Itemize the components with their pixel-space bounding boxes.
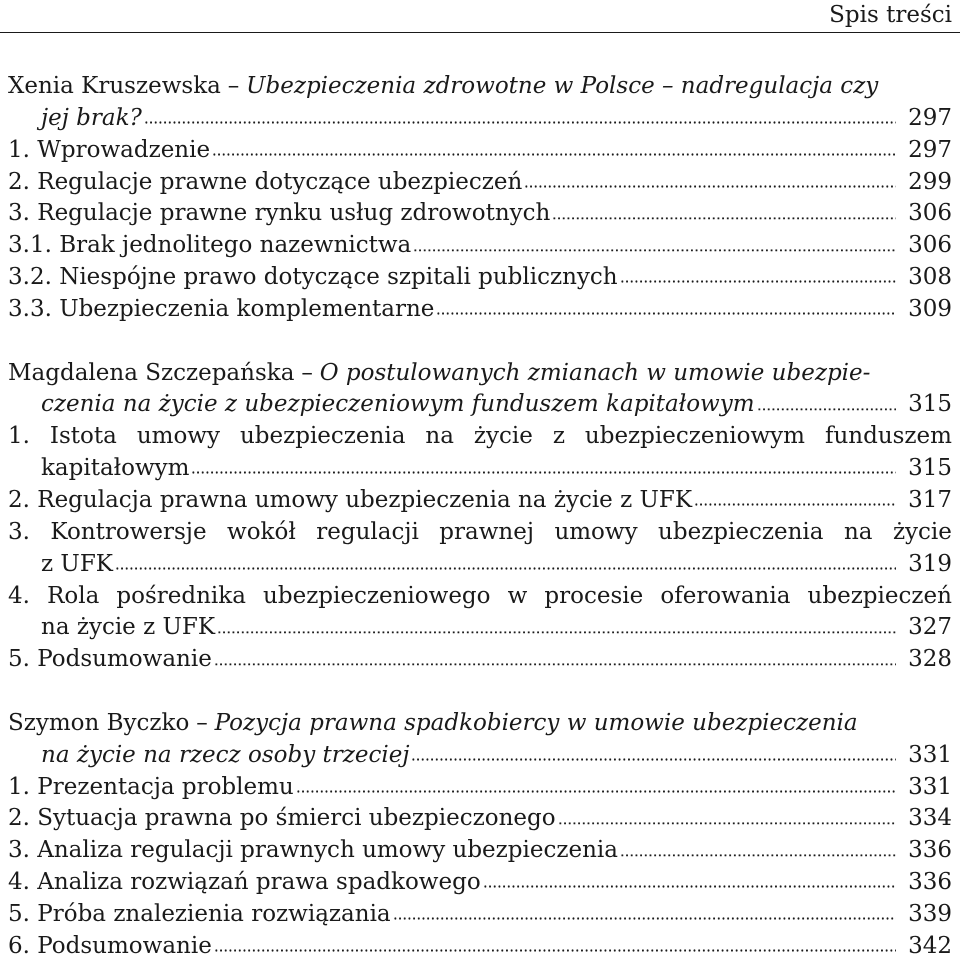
toc-entry[interactable]	[8, 612, 952, 644]
chapter-author: Szymon Byczko	[8, 709, 190, 736]
entry-label-word: Istota	[49, 423, 117, 450]
entry-label-word: funduszem	[824, 423, 952, 450]
entry-label: 3.1. Brak jednolitego nazewnictwa	[8, 232, 412, 259]
entry-label-word: umowy	[136, 423, 220, 450]
entry-label-word: na	[843, 518, 873, 545]
page-number: 327	[908, 614, 952, 641]
page-number: 319	[908, 550, 952, 577]
entry-label: 3.2. Niespójne prawo dotyczące szpitali publicznych	[8, 264, 618, 291]
entry-label-word: życie	[892, 518, 952, 545]
entry-label-word: ubezpieczeniowego	[263, 582, 491, 609]
page-number: 336	[908, 869, 952, 896]
chapter-title: Ubezpieczenia zdrowotne w Polsce – nadregulacja czy	[246, 73, 879, 99]
toc-entry[interactable]	[8, 198, 952, 230]
page-number: 299	[908, 168, 952, 195]
toc-entry-first-line	[8, 581, 952, 613]
page-number: 331	[908, 741, 952, 768]
entry-label-word: ubezpieczeniowym	[584, 423, 805, 450]
page-number: 297	[908, 104, 952, 131]
entry-label: 3.3. Ubezpieczenia komplementarne	[8, 295, 435, 322]
entry-label-word: Kontrowersje	[50, 518, 207, 545]
page-number: 315	[908, 391, 952, 418]
dot-leader	[558, 812, 896, 826]
chapter-title-line	[8, 358, 952, 390]
entry-label: z UFK	[41, 550, 113, 577]
dot-leader	[483, 875, 896, 889]
entry-label-word: 1.	[8, 423, 30, 450]
dot-leader	[214, 939, 896, 953]
entry-label: 3. Regulacje prawne rynku usług zdrowotnych	[8, 200, 551, 227]
page-number: 342	[908, 932, 952, 959]
toc-entry[interactable]	[8, 453, 952, 485]
entry-label-word: Rola	[47, 582, 100, 609]
entry-label-word: regulacji	[316, 518, 419, 545]
page-number: 306	[908, 200, 952, 227]
dot-leader	[214, 652, 896, 666]
table-of-contents	[8, 71, 952, 963]
toc-entry[interactable]	[8, 549, 952, 581]
dot-leader	[413, 238, 896, 252]
page-number: 306	[908, 232, 952, 259]
entry-label-word: wokół	[227, 518, 296, 545]
entry-label-word: na	[425, 423, 454, 450]
toc-entry[interactable]	[8, 230, 952, 262]
entry-label-word: pośrednika	[116, 582, 246, 609]
dot-leader	[296, 780, 896, 794]
toc-entry[interactable]	[8, 294, 952, 326]
entry-label: 2. Regulacje prawne dotyczące ubezpieczeń	[8, 168, 523, 195]
toc-entry[interactable]	[8, 485, 952, 517]
toc-entry-first-line	[8, 421, 952, 453]
entry-label-word: procesie	[544, 582, 644, 609]
toc-section	[8, 708, 952, 963]
dot-leader	[620, 270, 896, 284]
toc-entry[interactable]	[8, 931, 952, 963]
entry-label: na życie z UFK	[41, 614, 216, 641]
toc-entry[interactable]	[8, 772, 952, 804]
running-header	[0, 0, 960, 33]
dot-leader	[524, 175, 896, 189]
toc-entry[interactable]	[8, 867, 952, 899]
toc-entry[interactable]	[8, 135, 952, 167]
page-number: 308	[908, 264, 952, 291]
entry-label-word: ubezpieczenia	[239, 423, 406, 450]
toc-entry[interactable]	[8, 899, 952, 931]
title-dash: –	[227, 73, 240, 99]
dot-leader	[552, 207, 896, 221]
dot-leader	[757, 398, 896, 412]
page-number: 336	[908, 837, 952, 864]
entry-label-word: prawnej	[439, 518, 534, 545]
page-number: 339	[908, 900, 952, 927]
entry-label: 6. Podsumowanie	[8, 932, 212, 959]
dot-leader	[393, 907, 896, 921]
entry-label: 4. Analiza rozwiązań prawa spadkowego	[8, 869, 481, 896]
page-number: 317	[908, 486, 952, 513]
chapter-title-continuation[interactable]	[8, 103, 952, 135]
entry-label: kapitałowym	[41, 455, 190, 482]
chapter-title: jej brak?	[41, 104, 142, 131]
page-number: 334	[908, 805, 952, 832]
dot-leader	[436, 302, 896, 316]
toc-section	[8, 358, 952, 676]
entry-label-word: życie	[473, 423, 533, 450]
title-dash: –	[196, 709, 208, 736]
chapter-title: czenia na życie z ubezpieczeniowym funduszem kapitałowym	[41, 391, 755, 418]
chapter-title: na życie na rzecz osoby trzeciej	[41, 741, 410, 768]
toc-entry[interactable]	[8, 803, 952, 835]
chapter-title: Pozycja prawna spadkobiercy w umowie ubezpieczenia	[214, 709, 858, 736]
entry-label: 1. Wprowadzenie	[8, 136, 211, 163]
entry-label-word: z	[552, 423, 565, 450]
entry-label-word: ubezpieczenia	[658, 518, 824, 545]
dot-leader	[620, 843, 896, 857]
dot-leader	[191, 461, 896, 475]
dot-leader	[115, 557, 896, 571]
chapter-title-line	[8, 71, 952, 103]
chapter-title-continuation[interactable]	[8, 740, 952, 772]
toc-entry[interactable]	[8, 262, 952, 294]
page-number: 328	[908, 646, 952, 673]
entry-label-word: 4.	[8, 582, 30, 609]
title-dash: –	[301, 359, 313, 386]
dot-leader	[411, 748, 896, 762]
entry-label: 5. Próba znalezienia rozwiązania	[8, 900, 391, 927]
entry-label-word: ubezpieczeń	[807, 582, 952, 609]
toc-entry-first-line	[8, 517, 952, 549]
entry-label: 3. Analiza regulacji prawnych umowy ubezpieczenia	[8, 837, 618, 864]
dot-leader	[217, 621, 896, 635]
chapter-title-line	[8, 708, 952, 740]
entry-label-word: w	[507, 582, 528, 609]
toc-entry[interactable]	[8, 835, 952, 867]
entry-label-word: umowy	[554, 518, 638, 545]
entry-label-word: oferowania	[660, 582, 791, 609]
dot-leader	[212, 143, 896, 157]
page-number: 297	[908, 136, 952, 163]
entry-label: 5. Podsumowanie	[8, 646, 212, 673]
header-title: Spis treści	[829, 2, 952, 28]
toc-section	[8, 71, 952, 326]
toc-entry[interactable]	[8, 167, 952, 199]
page-number: 315	[908, 455, 952, 482]
dot-leader	[144, 111, 896, 125]
dot-leader	[694, 493, 896, 507]
entry-label: 2. Sytuacja prawna po śmierci ubezpieczonego	[8, 805, 556, 832]
page-number: 331	[908, 773, 952, 800]
chapter-title: O postulowanych zmianach w umowie ubezpie-	[319, 359, 871, 386]
page-number: 309	[908, 295, 952, 322]
entry-label: 2. Regulacja prawna umowy ubezpieczenia na życie z UFK	[8, 486, 693, 513]
toc-entry[interactable]	[8, 644, 952, 676]
chapter-author: Xenia Kruszewska	[8, 73, 221, 99]
chapter-title-continuation[interactable]	[8, 389, 952, 421]
chapter-author: Magdalena Szczepańska	[8, 359, 295, 386]
entry-label: 1. Prezentacja problemu	[8, 773, 294, 800]
entry-label-word: 3.	[8, 518, 30, 545]
